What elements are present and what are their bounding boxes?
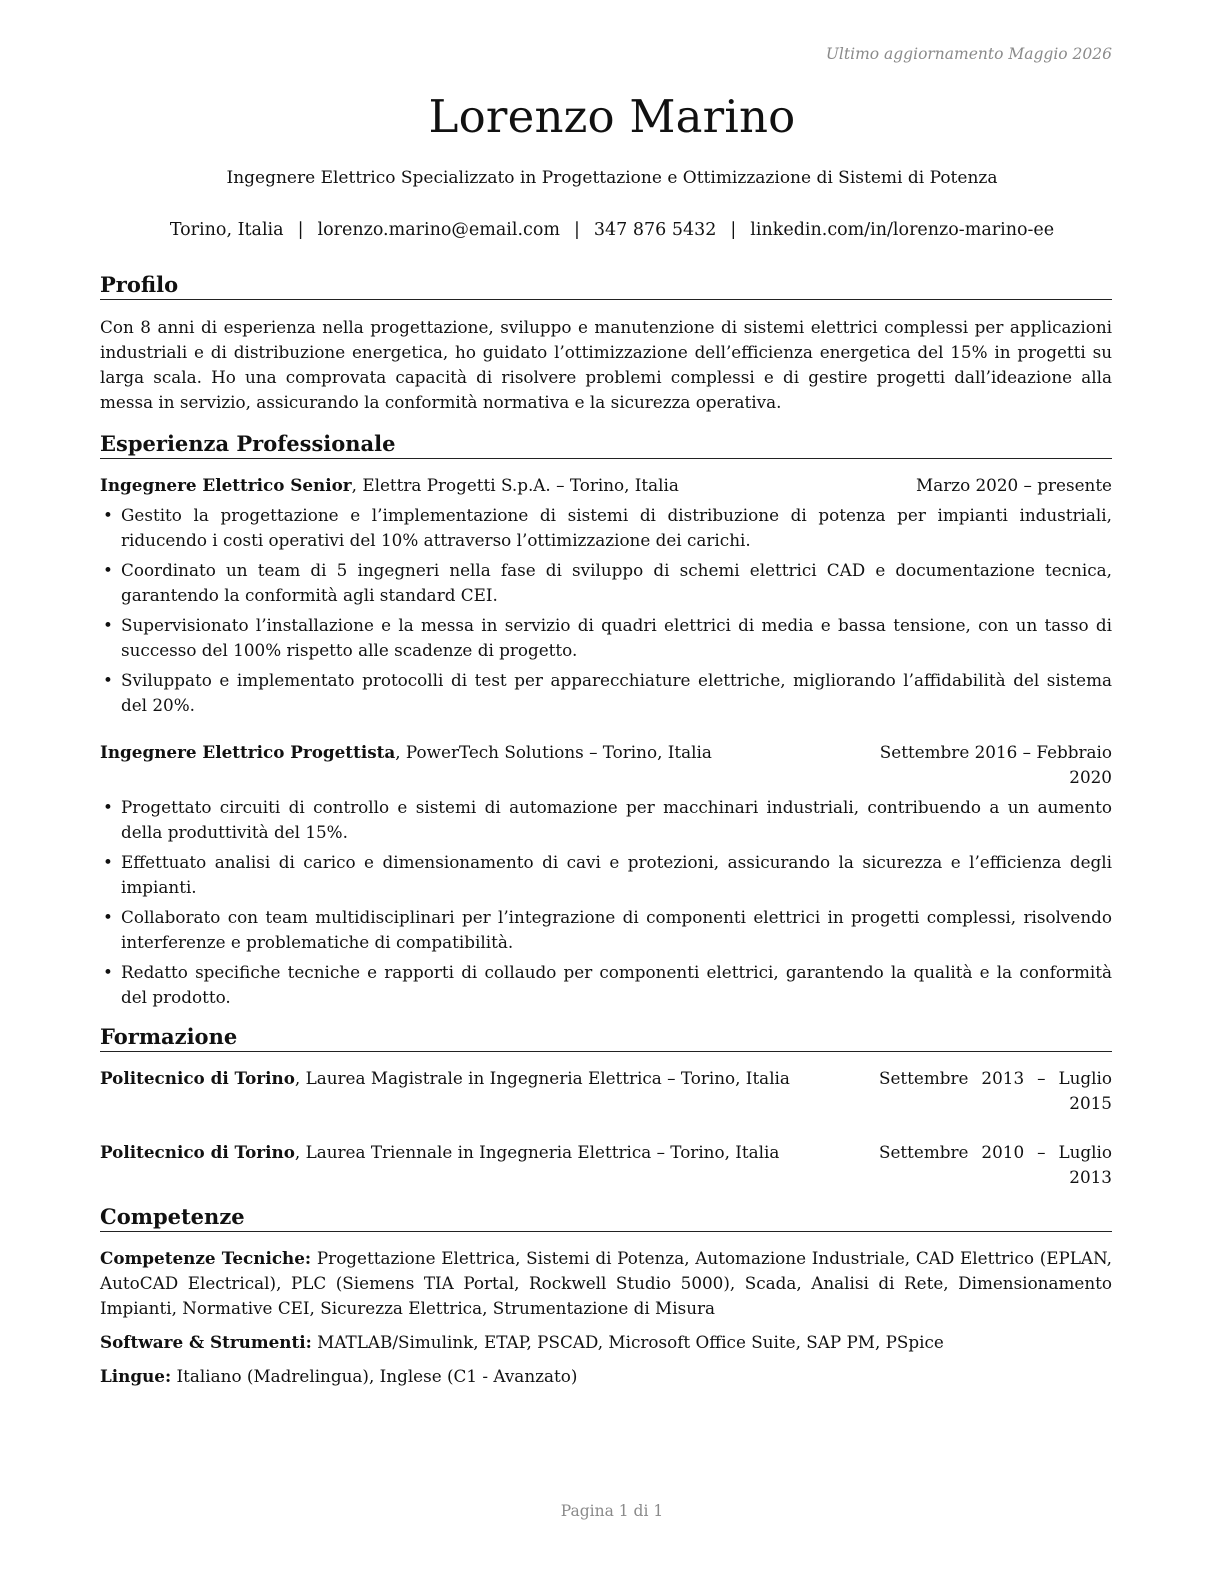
skills-technical xyxy=(100,1246,1112,1321)
last-updated-note: Ultimo aggiornamento Maggio 2026 xyxy=(825,45,1112,63)
job-dates: Marzo 2020 – presente xyxy=(916,475,1112,495)
skills-label: Competenze Tecniche: xyxy=(100,1248,312,1268)
skills-software xyxy=(100,1330,1112,1355)
job-company: , Elettra Progetti S.p.A. – Torino, Italia xyxy=(351,475,679,495)
contact-line xyxy=(0,220,1224,240)
skills-value: Italiano (Madrelingua), Inglese (C1 - Avanzato) xyxy=(176,1366,578,1386)
section-title-experience: Esperienza Professionale xyxy=(100,431,1112,459)
contact-email[interactable]: lorenzo.marino@email.com xyxy=(317,220,560,240)
job-header xyxy=(100,473,1112,498)
contact-location: Torino, Italia xyxy=(169,220,284,240)
education-school: Politecnico di Torino xyxy=(100,1068,295,1088)
list-item: • Progettato circuiti di controllo e sistemi di automazione per macchinari industriali, contribuendo a un aumento della produttività del 15%. xyxy=(103,797,1112,842)
job-header xyxy=(100,740,1112,790)
contact-separator: | xyxy=(574,220,580,240)
section-title-skills: Competenze xyxy=(100,1204,1112,1232)
job-company: , PowerTech Solutions – Torino, Italia xyxy=(395,742,712,762)
education-entry xyxy=(100,1066,1112,1116)
list-item: • Redatto specifiche tecniche e rapporti di collaudo per componenti elettrici, garantendo la qualità e la conformità del prodotto. xyxy=(103,962,1112,1007)
list-item: • Collaborato con team multidisciplinari per l’integrazione di componenti elettrici in progetti complessi, risolvendo interferenze e problematiche di compatibilità. xyxy=(103,907,1112,952)
job-role: Ingegnere Elettrico Progettista xyxy=(100,742,396,762)
bullet-icon: • xyxy=(103,907,113,927)
skills-languages xyxy=(100,1364,1112,1389)
job-dates: Settembre 2016 – Febbraio 2020 xyxy=(879,742,1112,787)
contact-separator: | xyxy=(730,220,737,240)
bullet-icon: • xyxy=(103,962,113,982)
list-item: • Supervisionato l’installazione e la messa in servizio di quadri elettrici di media e bassa tensione, con un tasso di successo del 100% rispetto alle scadenze di progetto. xyxy=(103,615,1112,660)
list-item: • Sviluppato e implementato protocolli di test per apparecchiature elettriche, migliorando l’affidabilità del sistema del 20%. xyxy=(103,670,1112,715)
skills-value: Progettazione Elettrica, Sistemi di Potenza, Automazione Industriale, CAD Elettrico (EPLAN, AutoCAD Electrical), PLC (Siemens TIA Portal, Rockwell Studio 5000), Scada, Analisi di Rete, Dimensionamento Impianti, Normative CEI, Sicurezza Elettrica, Strumentazione di Misura xyxy=(100,1248,1112,1318)
profile-summary: Con 8 anni di esperienza nella progettazione, sviluppo e manutenzione di sistemi elettrici complessi per applicazioni industriali e di distribuzione energetica, ho guidato l’ottimizzazione dell’efficienza energetica del 15% in progetti su larga scala. Ho una comprovata capacità di risolvere problemi complessi e di gestire progetti dall’ideazione alla messa in servizio, assicurando la conformità normativa e la sicurezza operativa. xyxy=(100,317,1112,412)
job-role: Ingegnere Elettrico Senior xyxy=(100,475,352,495)
list-item: • Coordinato un team di 5 ingegneri nella fase di sviluppo di schemi elettrici CAD e documentazione tecnica, garantendo la conformità agli standard CEI. xyxy=(103,560,1112,605)
education-school: Politecnico di Torino xyxy=(100,1142,295,1162)
contact-phone: 347 876 5432 xyxy=(593,220,717,240)
job-bullets xyxy=(100,503,1112,718)
education-section xyxy=(100,1024,1112,1190)
education-degree: , Laurea Triennale in Ingegneria Elettrica – Torino, Italia xyxy=(294,1142,780,1162)
education-dates: Settembre 2010 – Luglio 2013 xyxy=(879,1142,1112,1187)
bullet-icon: • xyxy=(103,852,113,872)
section-title-education: Formazione xyxy=(100,1024,1112,1052)
candidate-name: Lorenzo Marino xyxy=(428,90,796,143)
resume-body xyxy=(100,272,1112,1389)
bullet-icon: • xyxy=(103,615,113,635)
bullet-icon: • xyxy=(103,560,113,580)
profile-section xyxy=(100,272,1112,415)
experience-section xyxy=(100,431,1112,1010)
skills-label: Software & Strumenti: xyxy=(100,1332,312,1352)
skills-value: MATLAB/Simulink, ETAP, PSCAD, Microsoft Office Suite, SAP PM, PSpice xyxy=(317,1332,944,1352)
contact-separator: | xyxy=(297,220,304,240)
professional-headline: Ingegnere Elettrico Specializzato in Progettazione e Ottimizzazione di Sistemi di Potenza xyxy=(226,168,998,188)
section-title-profile: Profilo xyxy=(100,272,1112,300)
contact-linkedin[interactable]: linkedin.com/in/lorenzo-marino-ee xyxy=(750,220,1055,240)
bullet-icon: • xyxy=(103,797,113,817)
skills-label: Lingue: xyxy=(100,1366,172,1386)
skills-section xyxy=(100,1204,1112,1389)
list-item: • Effettuato analisi di carico e dimensionamento di cavi e protezioni, assicurando la sicurezza e l’efficienza degli impianti. xyxy=(103,852,1112,897)
education-dates: Settembre 2013 – Luglio 2015 xyxy=(879,1068,1112,1113)
bullet-icon: • xyxy=(103,670,113,690)
education-header xyxy=(100,1066,1112,1116)
job-entry xyxy=(100,740,1112,1010)
education-degree: , Laurea Magistrale in Ingegneria Elettrica – Torino, Italia xyxy=(294,1068,790,1088)
education-entry xyxy=(100,1140,1112,1190)
bullet-icon: • xyxy=(103,505,113,525)
job-bullets xyxy=(100,795,1112,1010)
page-number: Pagina 1 di 1 xyxy=(560,1502,664,1520)
job-entry xyxy=(100,473,1112,718)
list-item: • Gestito la progettazione e l’implementazione di sistemi di distribuzione di potenza per impianti industriali, riducendo i costi operativi del 10% attraverso l’ottimizzazione dei carichi. xyxy=(103,505,1112,550)
education-header xyxy=(100,1140,1112,1190)
